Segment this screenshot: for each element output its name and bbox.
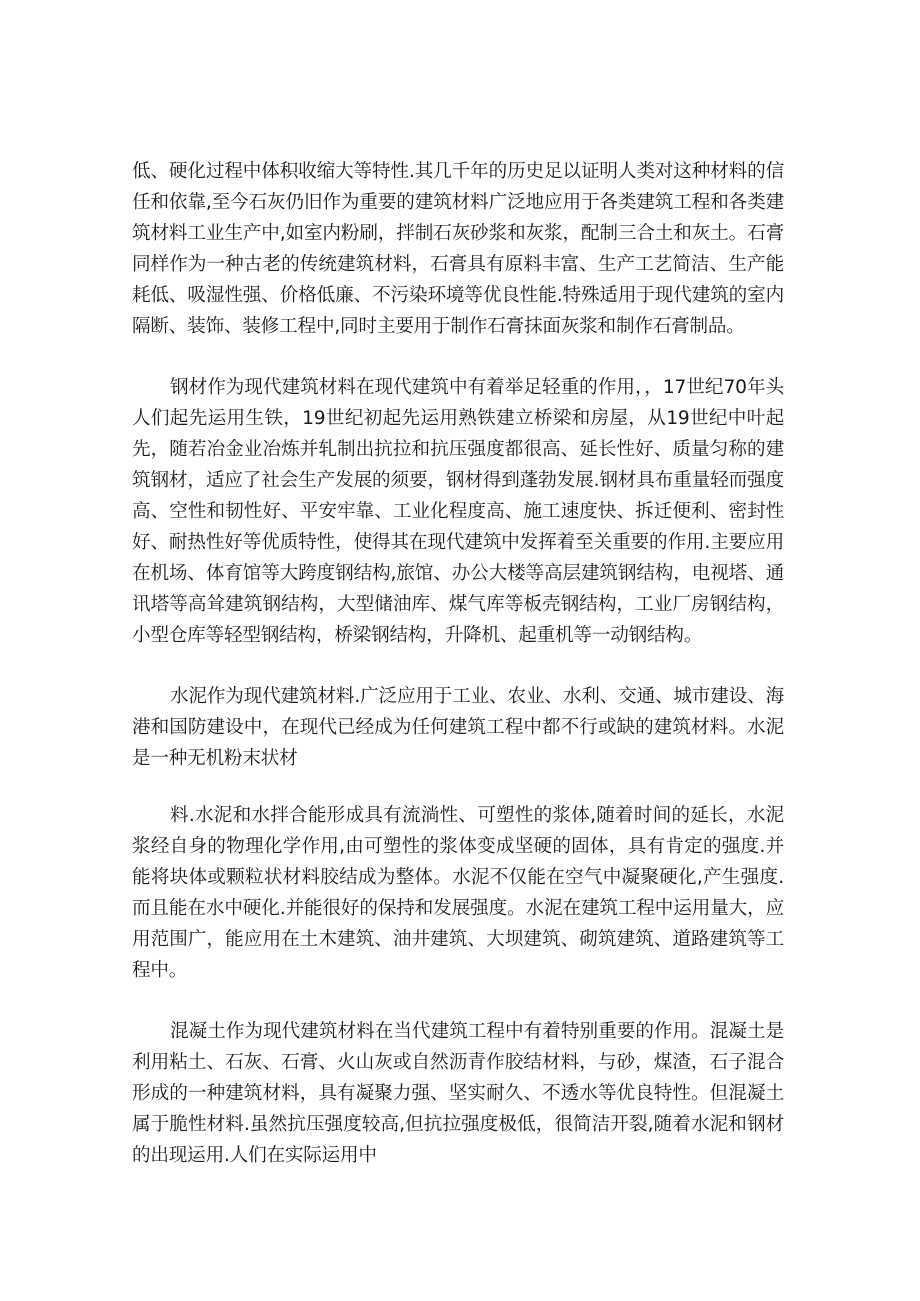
document-body	[132, 156, 784, 1201]
paragraph-cement-properties: 料.水泥和水拌合能形成具有流淌性、可塑性的浆体,随着时间的延长，水泥浆经自身的物理化学作用,由可塑性的浆体变成坚硬的固体，具有肯定的强度.并能将块体或颗粒状材料胶结成为整体。水泥不仅能在空气中凝聚硬化,产生强度.而且能在水中硬化.并能很好的保持和发展强度。水泥在建筑工程中运用量大，应用范围广，能应用在土木建筑、油井建筑、大坝建筑、砌筑建筑、道路建筑等工程中。	[132, 805, 784, 981]
paragraph-lime-gypsum: 低、硬化过程中体积收缩大等特性.其几千年的历史足以证明人类对这种材料的信任和依靠,至今石灰仍旧作为重要的建筑材料广泛地应用于各类建筑工程和各类建筑材料工业生产中,如室内粉刷，拌制石灰砂浆和灰浆，配制三合土和灰土。石膏同样作为一种古老的传统建筑材料，石膏具有原料丰富、生产工艺简洁、生产能耗低、吸湿性强、价格低廉、不污染环境等优良性能.特殊适用于现代建筑的室内隔断、装饰、装修工程中,同时主要用于制作石膏抹面灰浆和制作石膏制品。	[132, 161, 784, 337]
paragraph-steel: 钢材作为现代建筑材料在现代建筑中有着举足轻重的作用，，17世纪70年头人们起先运用生铁，19世纪初起先运用熟铁建立桥梁和房屋，从19世纪中叶起先，随若冶金业冶炼并轧制出抗拉和抗压强度都很高、延长性好、质量匀称的建筑钢材，适应了社会生产发展的须要，钢材得到蓬勃发展.钢材具布重量轻而强度高、空性和韧性好、平安牢靠、工业化程度高、施工速度快、拆迁便利、密封性好、耐热性好等优质特性，使得其在现代建筑中发挥着至关重要的作用.主要应用在机场、体育馆等大跨度钢结构,旅馆、办公大楼等高层建筑钢结构，电视塔、通讯塔等高耸建筑钢结构，大型储油库、煤气库等板壳钢结构，工业厂房钢结构，小型仓库等轻型钢结构，桥梁钢结构，升降机、起重机等一动钢结构。	[132, 377, 784, 646]
paragraph-concrete: 混凝土作为现代建筑材料在当代建筑工程中有着特别重要的作用。混凝土是利用粘土、石灰、石膏、火山灰或自然沥青作胶结材料，与砂，煤渣，石子混合形成的一种建筑材料，具有凝聚力强、坚实耐久、不透水等优良特性。但混凝土属于脆性材料.虽然抗压强度较高,但抗拉强度极低，很简洁开裂,随着水泥和钢材的出现运用.人们在实际运用中	[132, 1021, 784, 1166]
paragraph-cement-intro: 水泥作为现代建筑材料.广泛应用于工业、农业、水利、交通、城市建设、海港和国防建设中，在现代已经成为任何建筑工程中都不行或缺的建筑材料。水泥是一种无机粉末状材	[132, 686, 784, 769]
